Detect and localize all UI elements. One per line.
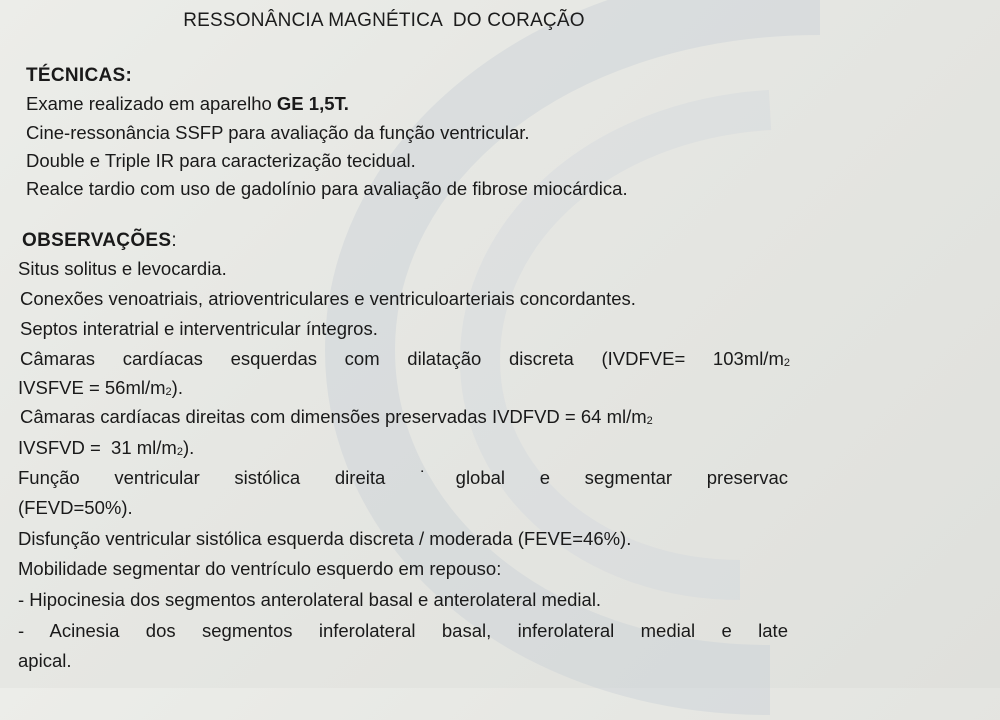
- observacoes-heading: [22, 230, 177, 252]
- obs-line-4-text: Câmaras cardíacas esquerdas com dilatação discreta (IVDFVE= 103ml/m: [20, 348, 784, 369]
- obs-line-5-end: ).: [171, 377, 183, 398]
- obs-line-4: [20, 348, 790, 374]
- tecnicas-line-3: Double e Triple IR para caracterização tecidual.: [26, 150, 416, 171]
- obs-line-6-sub: 2: [646, 415, 653, 427]
- tecnicas-line-4: Realce tardio com uso de gadolínio para avaliação de fibrose miocárdica.: [26, 178, 628, 199]
- obs-line-12: - Hipocinesia dos segmentos anterolateral basal e anterolateral medial.: [18, 589, 602, 610]
- obs-line-1: Situs solitus e levocardia.: [18, 258, 227, 279]
- tecnicas-heading: TÉCNICAS:: [26, 65, 133, 86]
- observacoes-heading-text: OBSERVAÇÕES: [22, 230, 172, 251]
- tecnicas-line-1-device: GE 1,5T.: [276, 93, 349, 114]
- obs-line-6-text: Câmaras cardíacas direitas com dimensões preservadas IVDFVD = 64 ml/m: [20, 406, 647, 427]
- observacoes-heading-colon: :: [171, 230, 177, 251]
- obs-line-6: [20, 406, 653, 432]
- obs-line-3: Septos interatrial e interventricular íntegros.: [20, 318, 378, 339]
- obs-line-11: Mobilidade segmentar do ventrículo esquerdo em repouso:: [18, 558, 502, 579]
- tecnicas-line-1-text: Exame realizado em aparelho: [26, 93, 277, 114]
- report-title: RESSONÂNCIA MAGNÉTICA DO CORAÇÃO: [183, 10, 585, 31]
- obs-line-7: [18, 437, 194, 463]
- tecnicas-line-1: [26, 93, 349, 115]
- obs-line-7-end: ).: [182, 437, 195, 458]
- obs-line-4-sub: 2: [783, 357, 790, 369]
- obs-line-5: [18, 377, 183, 403]
- obs-line-13: - Acinesia dos segmentos inferolateral basal, inferolateral medial e late: [18, 620, 788, 641]
- obs-line-5-sub: 2: [165, 386, 172, 398]
- obs-line-2: Conexões venoatriais, atrioventriculares e ventriculoarteriais concordantes.: [20, 288, 636, 309]
- obs-line-7-text: IVSFVD = 31 ml/m: [18, 437, 177, 458]
- obs-line-5-text: IVSFVE = 56ml/m: [18, 377, 166, 398]
- obs-line-9: (FEVD=50%).: [18, 497, 133, 518]
- obs-line-8: Função ventricular sistólica direita ˙global e segmentar preservac: [18, 467, 788, 488]
- obs-line-14: apical.: [18, 650, 72, 671]
- obs-line-10: Disfunção ventricular sistólica esquerda discreta / moderada (FEVE=46%).: [18, 528, 632, 549]
- obs-line-7-sub: 2: [176, 446, 183, 458]
- tecnicas-line-2: Cine-ressonância SSFP para avaliação da função ventricular.: [26, 122, 530, 143]
